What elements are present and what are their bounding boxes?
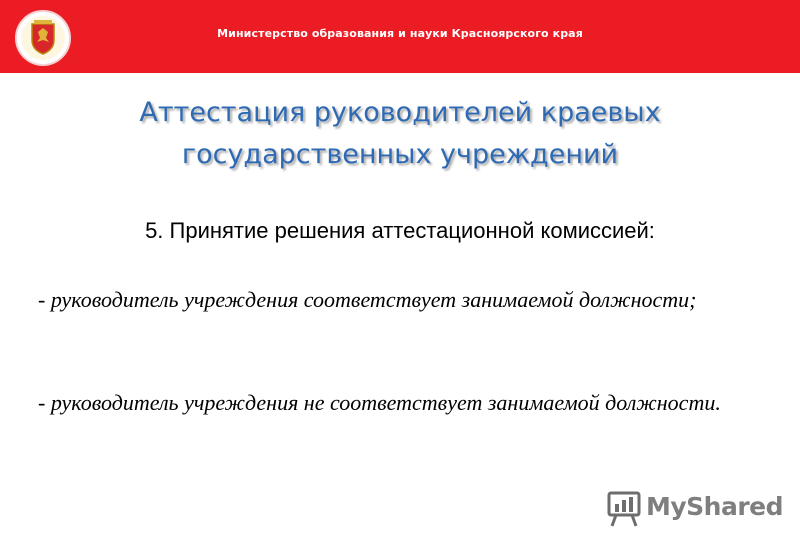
slide-title-line-2: государственных учреждений (181, 139, 619, 170)
presentation-board-icon (606, 490, 642, 528)
header-bar (0, 0, 800, 73)
ministry-name: Министерство образования и науки Красноярского края (217, 27, 583, 40)
point-dash: - (38, 287, 46, 312)
myshared-watermark (606, 488, 784, 532)
point-dash: - (38, 390, 46, 415)
watermark-text: MyShared (646, 492, 784, 521)
section-heading: 5. Принятие решения аттестационной комиссией: (145, 218, 655, 243)
decision-point (38, 387, 768, 418)
slide-title (40, 92, 760, 176)
point-text: руководитель учреждения не соответствует занимаемой должности. (45, 390, 721, 415)
point-text: руководитель учреждения соответствует занимаемой должности; (45, 287, 697, 312)
decision-point (38, 284, 768, 315)
slide-title-line-1: Аттестация руководителей краевых (139, 97, 661, 128)
